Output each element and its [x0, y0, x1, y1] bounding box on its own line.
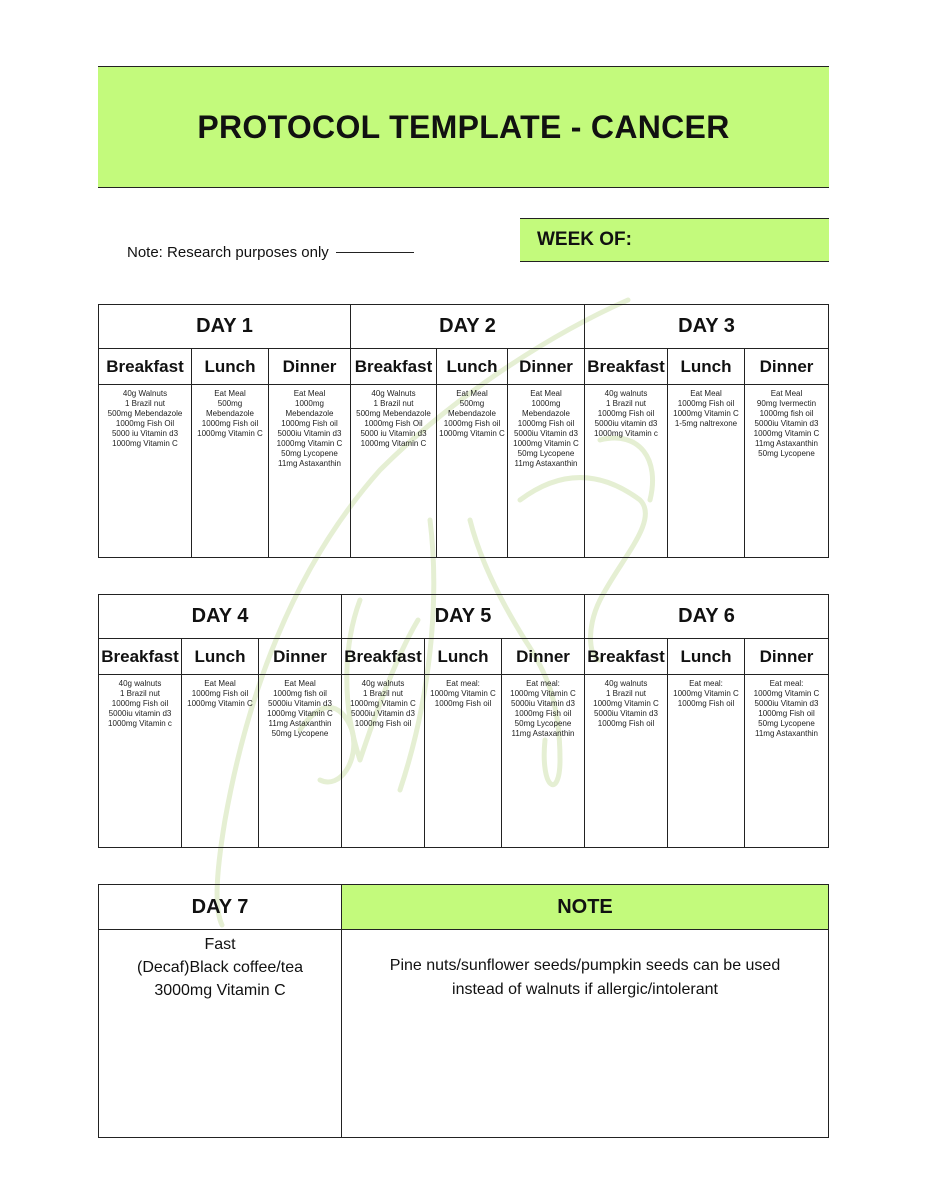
meal-item: 1000mg Vitamin C: [513, 439, 579, 448]
meal-item: 11mg Astaxanthin: [754, 439, 818, 448]
lunch-cell: [668, 639, 745, 847]
lunch-cell: [668, 349, 745, 557]
day-5-column: [342, 595, 585, 847]
meal-item: 500mg Mebendazole: [107, 409, 183, 418]
meal-item: 11mg Astaxanthin: [754, 729, 818, 738]
meal-item: 1000mg Fish oil: [517, 419, 575, 428]
day-heading: DAY 7: [99, 885, 341, 930]
meal-item: 500mg: [217, 399, 243, 408]
day-heading: DAY 3: [585, 305, 828, 349]
meal-item: 90mg Ivermectin: [756, 399, 817, 408]
dinner-cell: [269, 349, 350, 557]
day-7-column: [99, 885, 342, 1137]
meal-item: 5000iu Vitamin d3: [351, 709, 415, 718]
meal-heading: Lunch: [668, 349, 744, 385]
meal-item: Eat meal:: [689, 679, 723, 688]
meal-heading: Dinner: [745, 349, 828, 385]
meal-item: 1000mg Fish oil: [281, 419, 338, 428]
meal-heading: Breakfast: [99, 639, 181, 675]
meal-item: 11mg Astaxanthin: [268, 719, 332, 728]
meal-item: Mebendazole: [285, 409, 334, 418]
meal-item: 1000mg Fish oil: [443, 419, 501, 428]
meal-items: [192, 385, 268, 439]
research-note: [127, 244, 414, 261]
meal-item: 1000mg Vitamin c: [108, 719, 172, 728]
day-6-column: [585, 595, 828, 847]
days-4-6-table: [98, 594, 829, 848]
meal-items: [585, 675, 667, 729]
meal-items: [351, 385, 436, 449]
meal-item: 1-5mg naltrexone: [674, 419, 738, 428]
day-4-column: [99, 595, 342, 847]
meal-item: 5000iu Vitamin d3: [594, 709, 658, 718]
meal-item: 11mg Astaxanthin: [277, 459, 341, 468]
meal-item: 1000mg Vitamin C: [753, 429, 820, 438]
dinner-cell: [745, 349, 828, 557]
meal-item: Eat Meal: [293, 389, 326, 398]
title-banner: [98, 66, 829, 188]
meal-heading: Dinner: [259, 639, 341, 675]
meal-item: Eat Meal: [690, 389, 722, 398]
meal-item: 1000mg Fish oil: [677, 399, 735, 408]
meal-item: 1000mg Fish oil: [191, 689, 249, 698]
meal-item: Eat meal:: [446, 679, 480, 688]
day-3-column: [585, 305, 828, 557]
meal-item: 1000mg Fish oil: [677, 699, 735, 708]
meal-item: Mebendazole: [521, 409, 571, 418]
note-column: [342, 885, 828, 1137]
meal-item: 1000mg Vitamin C: [187, 699, 253, 708]
day-7-item: Fast: [204, 936, 236, 953]
meal-heading: Breakfast: [585, 639, 667, 675]
meal-items: [99, 675, 181, 729]
lunch-cell: [192, 349, 269, 557]
meal-item: 1000mg Vitamin C: [267, 709, 333, 718]
meal-item: Eat Meal: [214, 389, 246, 398]
meal-item: 40g Walnuts: [371, 389, 416, 398]
day-heading: DAY 2: [351, 305, 584, 349]
meal-item: 5000iu Vitamin d3: [754, 699, 819, 708]
research-note-text: Note: Research purposes only: [127, 244, 329, 261]
meal-item: 1000mg fish oil: [759, 409, 814, 418]
meal-items: [668, 385, 744, 429]
meal-items: [508, 385, 584, 469]
meal-item: 1 Brazil nut: [119, 689, 161, 698]
note-line: instead of walnuts if allergic/intolerant: [452, 981, 718, 998]
breakfast-cell: [99, 349, 192, 557]
day-heading: DAY 4: [99, 595, 341, 639]
meal-heading: Lunch: [192, 349, 268, 385]
meal-item: 1000mg Vitamin C: [510, 689, 576, 698]
meal-heading: Lunch: [437, 349, 507, 385]
meal-heading: Breakfast: [342, 639, 424, 675]
meal-items: [668, 675, 744, 709]
meal-heading: Breakfast: [99, 349, 191, 385]
meal-items: [99, 385, 191, 449]
meal-heading: Dinner: [269, 349, 350, 385]
meal-item: 1000mg Vitamin C: [350, 699, 416, 708]
dinner-cell: [745, 639, 828, 847]
breakfast-cell: [585, 639, 668, 847]
days-1-3-table: [98, 304, 829, 558]
note-underline: [336, 252, 414, 253]
meal-heading: Lunch: [668, 639, 744, 675]
meal-items: [259, 675, 341, 739]
day-heading: DAY 6: [585, 595, 828, 639]
meal-item: Eat meal:: [526, 679, 560, 688]
meal-item: 5000iu Vitamin d3: [277, 429, 342, 438]
week-of-label: WEEK OF:: [537, 229, 632, 250]
meal-item: 1000mg: [531, 399, 561, 408]
meal-item: 1000mg Fish oil: [514, 709, 572, 718]
meal-items: [342, 675, 424, 729]
meal-item: 1 Brazil nut: [362, 689, 404, 698]
meal-heading: Dinner: [502, 639, 584, 675]
dinner-cell: [502, 639, 584, 847]
day-7-note-table: [98, 884, 829, 1138]
meal-item: 1000mg Fish oil: [597, 409, 655, 418]
breakfast-cell: [351, 349, 437, 557]
meal-item: 1000mg Fish oil: [758, 709, 815, 718]
meal-items: [269, 385, 350, 469]
meal-item: Mebendazole: [205, 409, 255, 418]
meal-items: [745, 385, 828, 459]
meal-heading: Dinner: [508, 349, 584, 385]
meal-items: [425, 675, 501, 709]
meal-item: 5000iu Vitamin d3: [514, 429, 578, 438]
meal-item: 1000mg Vitamin C: [360, 439, 427, 448]
meal-item: 1000mg Fish oil: [434, 699, 492, 708]
lunch-cell: [437, 349, 508, 557]
meal-item: 1000mg Vitamin C: [439, 429, 505, 438]
meal-heading: Breakfast: [351, 349, 436, 385]
meal-item: Eat Meal: [284, 679, 316, 688]
meal-item: 50mg Lycopene: [758, 719, 815, 728]
meal-item: Eat Meal: [770, 389, 803, 398]
meal-item: 40g walnuts: [604, 679, 648, 688]
meal-item: 1000mg Vitamin C: [753, 689, 820, 698]
meal-item: 500mg: [459, 399, 485, 408]
note-heading: NOTE: [342, 885, 828, 930]
week-of-box: [520, 218, 829, 262]
meal-item: 1000mg Vitamin C: [430, 689, 496, 698]
breakfast-cell: [585, 349, 668, 557]
dinner-cell: [508, 349, 584, 557]
meal-item: 1000mg Fish Oil: [115, 419, 175, 428]
meal-item: 1 Brazil nut: [605, 689, 647, 698]
meal-item: 40g Walnuts: [122, 389, 168, 398]
meal-item: 1000mg Vitamin C: [112, 439, 178, 448]
meal-item: 1 Brazil nut: [124, 399, 166, 408]
meal-item: 50mg Lycopene: [758, 449, 815, 458]
meal-heading: Breakfast: [585, 349, 667, 385]
meal-items: [502, 675, 584, 739]
meal-item: 1000mg Fish oil: [597, 719, 655, 728]
day-7-item: (Decaf)Black coffee/tea: [136, 959, 303, 976]
meal-item: 1000mg Vitamin c: [594, 429, 658, 438]
lunch-cell: [425, 639, 502, 847]
meal-item: Mebendazole: [447, 409, 497, 418]
dinner-cell: [259, 639, 341, 847]
meal-item: 1000mg Fish Oil: [364, 419, 423, 428]
meal-item: 50mg Lycopene: [271, 729, 329, 738]
meal-item: 1000mg Fish oil: [111, 699, 169, 708]
day-1-column: [99, 305, 351, 557]
page-title: PROTOCOL TEMPLATE - CANCER: [197, 108, 730, 145]
meal-items: [585, 385, 667, 439]
meal-item: 50mg Lycopene: [281, 449, 338, 458]
meal-item: 5000iu vitamin d3: [108, 709, 172, 718]
meal-heading: Dinner: [745, 639, 828, 675]
meal-item: 1000mg Vitamin C: [276, 439, 343, 448]
meal-item: 1000mg Vitamin C: [673, 409, 739, 418]
meal-item: 500mg Mebendazole: [356, 409, 431, 418]
meal-item: 1000mg Fish oil: [201, 419, 259, 428]
note-line: Pine nuts/sunflower seeds/pumpkin seeds can be used: [389, 957, 781, 974]
meal-item: 5000iu vitamin d3: [594, 419, 658, 428]
meal-item: 1 Brazil nut: [373, 399, 414, 408]
meal-item: Eat Meal: [530, 389, 562, 398]
meal-item: 5000 iu Vitamin d3: [360, 429, 427, 438]
lunch-cell: [182, 639, 259, 847]
breakfast-cell: [99, 639, 182, 847]
note-text: [342, 930, 828, 1002]
meal-items: [745, 675, 828, 739]
meal-items: [182, 675, 258, 709]
meal-item: 50mg Lycopene: [514, 719, 572, 728]
meal-item: 5000iu Vitamin d3: [268, 699, 332, 708]
meal-item: 5000iu Vitamin d3: [511, 699, 575, 708]
breakfast-cell: [342, 639, 425, 847]
meal-item: Eat meal:: [769, 679, 804, 688]
day-2-column: [351, 305, 585, 557]
meal-item: 5000iu Vitamin d3: [754, 419, 819, 428]
day-heading: DAY 1: [99, 305, 350, 349]
meal-item: Eat Meal: [456, 389, 488, 398]
meal-item: 40g walnuts: [361, 679, 405, 688]
meal-item: 1000mg fish oil: [273, 689, 327, 698]
meal-item: 40g walnuts: [118, 679, 162, 688]
meal-heading: Lunch: [182, 639, 258, 675]
meal-item: 1000mg Fish oil: [354, 719, 412, 728]
meal-item: 5000 iu Vitamin d3: [111, 429, 179, 438]
day-7-item: 3000mg Vitamin C: [154, 982, 286, 999]
meal-item: 1000mg Vitamin C: [197, 429, 263, 438]
day-7-items: [99, 930, 341, 1002]
meal-item: 1 Brazil nut: [605, 399, 647, 408]
meal-item: 40g walnuts: [604, 389, 648, 398]
meal-item: 1000mg Vitamin C: [673, 689, 739, 698]
day-heading: DAY 5: [342, 595, 584, 639]
meal-item: 1000mg: [295, 399, 324, 408]
meal-item: Eat Meal: [204, 679, 236, 688]
meal-item: 11mg Astaxanthin: [514, 459, 578, 468]
meal-heading: Lunch: [425, 639, 501, 675]
meal-item: 1000mg Vitamin C: [593, 699, 659, 708]
meal-item: 50mg Lycopene: [517, 449, 575, 458]
meal-items: [437, 385, 507, 439]
meal-item: 11mg Astaxanthin: [511, 729, 575, 738]
